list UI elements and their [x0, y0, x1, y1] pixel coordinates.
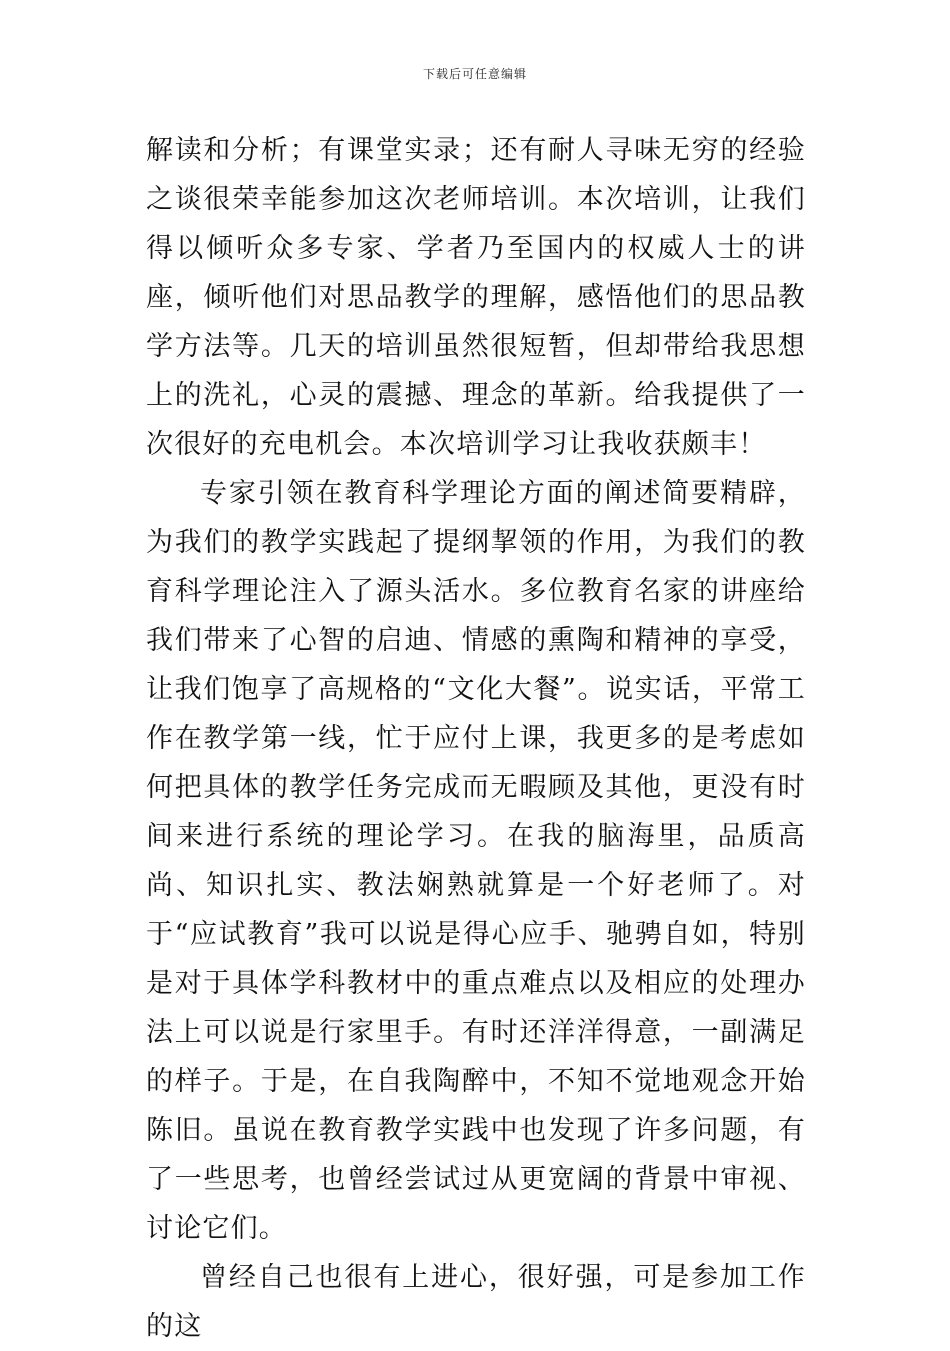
paragraph-1: 解读和分析；有课堂实录；还有耐人寻味无穷的经验之谈很荣幸能参加这次老师培训。本次培训，让我们得以倾听众多专家、学者乃至国内的权威人士的讲座，倾听他们对思品教学的理解，感悟他们的思品教学方法等。几天的培训虽然很短暂，但却带给我思想上的洗礼，心灵的震撼、理念的革新。给我提供了一次很好的充电机会。本次培训学习让我收获颇丰！ [146, 135, 806, 460]
page-header: 下载后可任意编辑 [422, 67, 527, 81]
document-body [146, 126, 806, 1351]
paragraph-3: 曾经自己也很有上进心，很好强，可是参加工作的这 [146, 1262, 806, 1342]
paragraph-2: 专家引领在教育科学理论方面的阐述简要精辟，为我们的教学实践起了提纲挈领的作用，为我们的教育科学理论注入了源头活水。多位教育名家的讲座给我们带来了心智的启迪、情感的熏陶和精神的享受，让我们饱享了高规格的“文化大餐”。说实话，平常工作在教学第一线，忙于应付上课，我更多的是考虑如何把具体的教学任务完成而无暇顾及其他，更没有时间来进行系统的理论学习。在我的脑海里，品质高尚、知识扎实、教法娴熟就算是一个好老师了。对于“应试教育”我可以说是得心应手、驰骋自如，特别是对于具体学科教材中的重点难点以及相应的处理办法上可以说是行家里手。有时还洋洋得意，一副满足的样子。于是，在自我陶醉中，不知不觉地观念开始陈旧。虽说在教育教学实践中也发现了许多问题，有了一些思考，也曾经尝试过从更宽阔的背景中审视、讨论它们。 [146, 478, 806, 1244]
